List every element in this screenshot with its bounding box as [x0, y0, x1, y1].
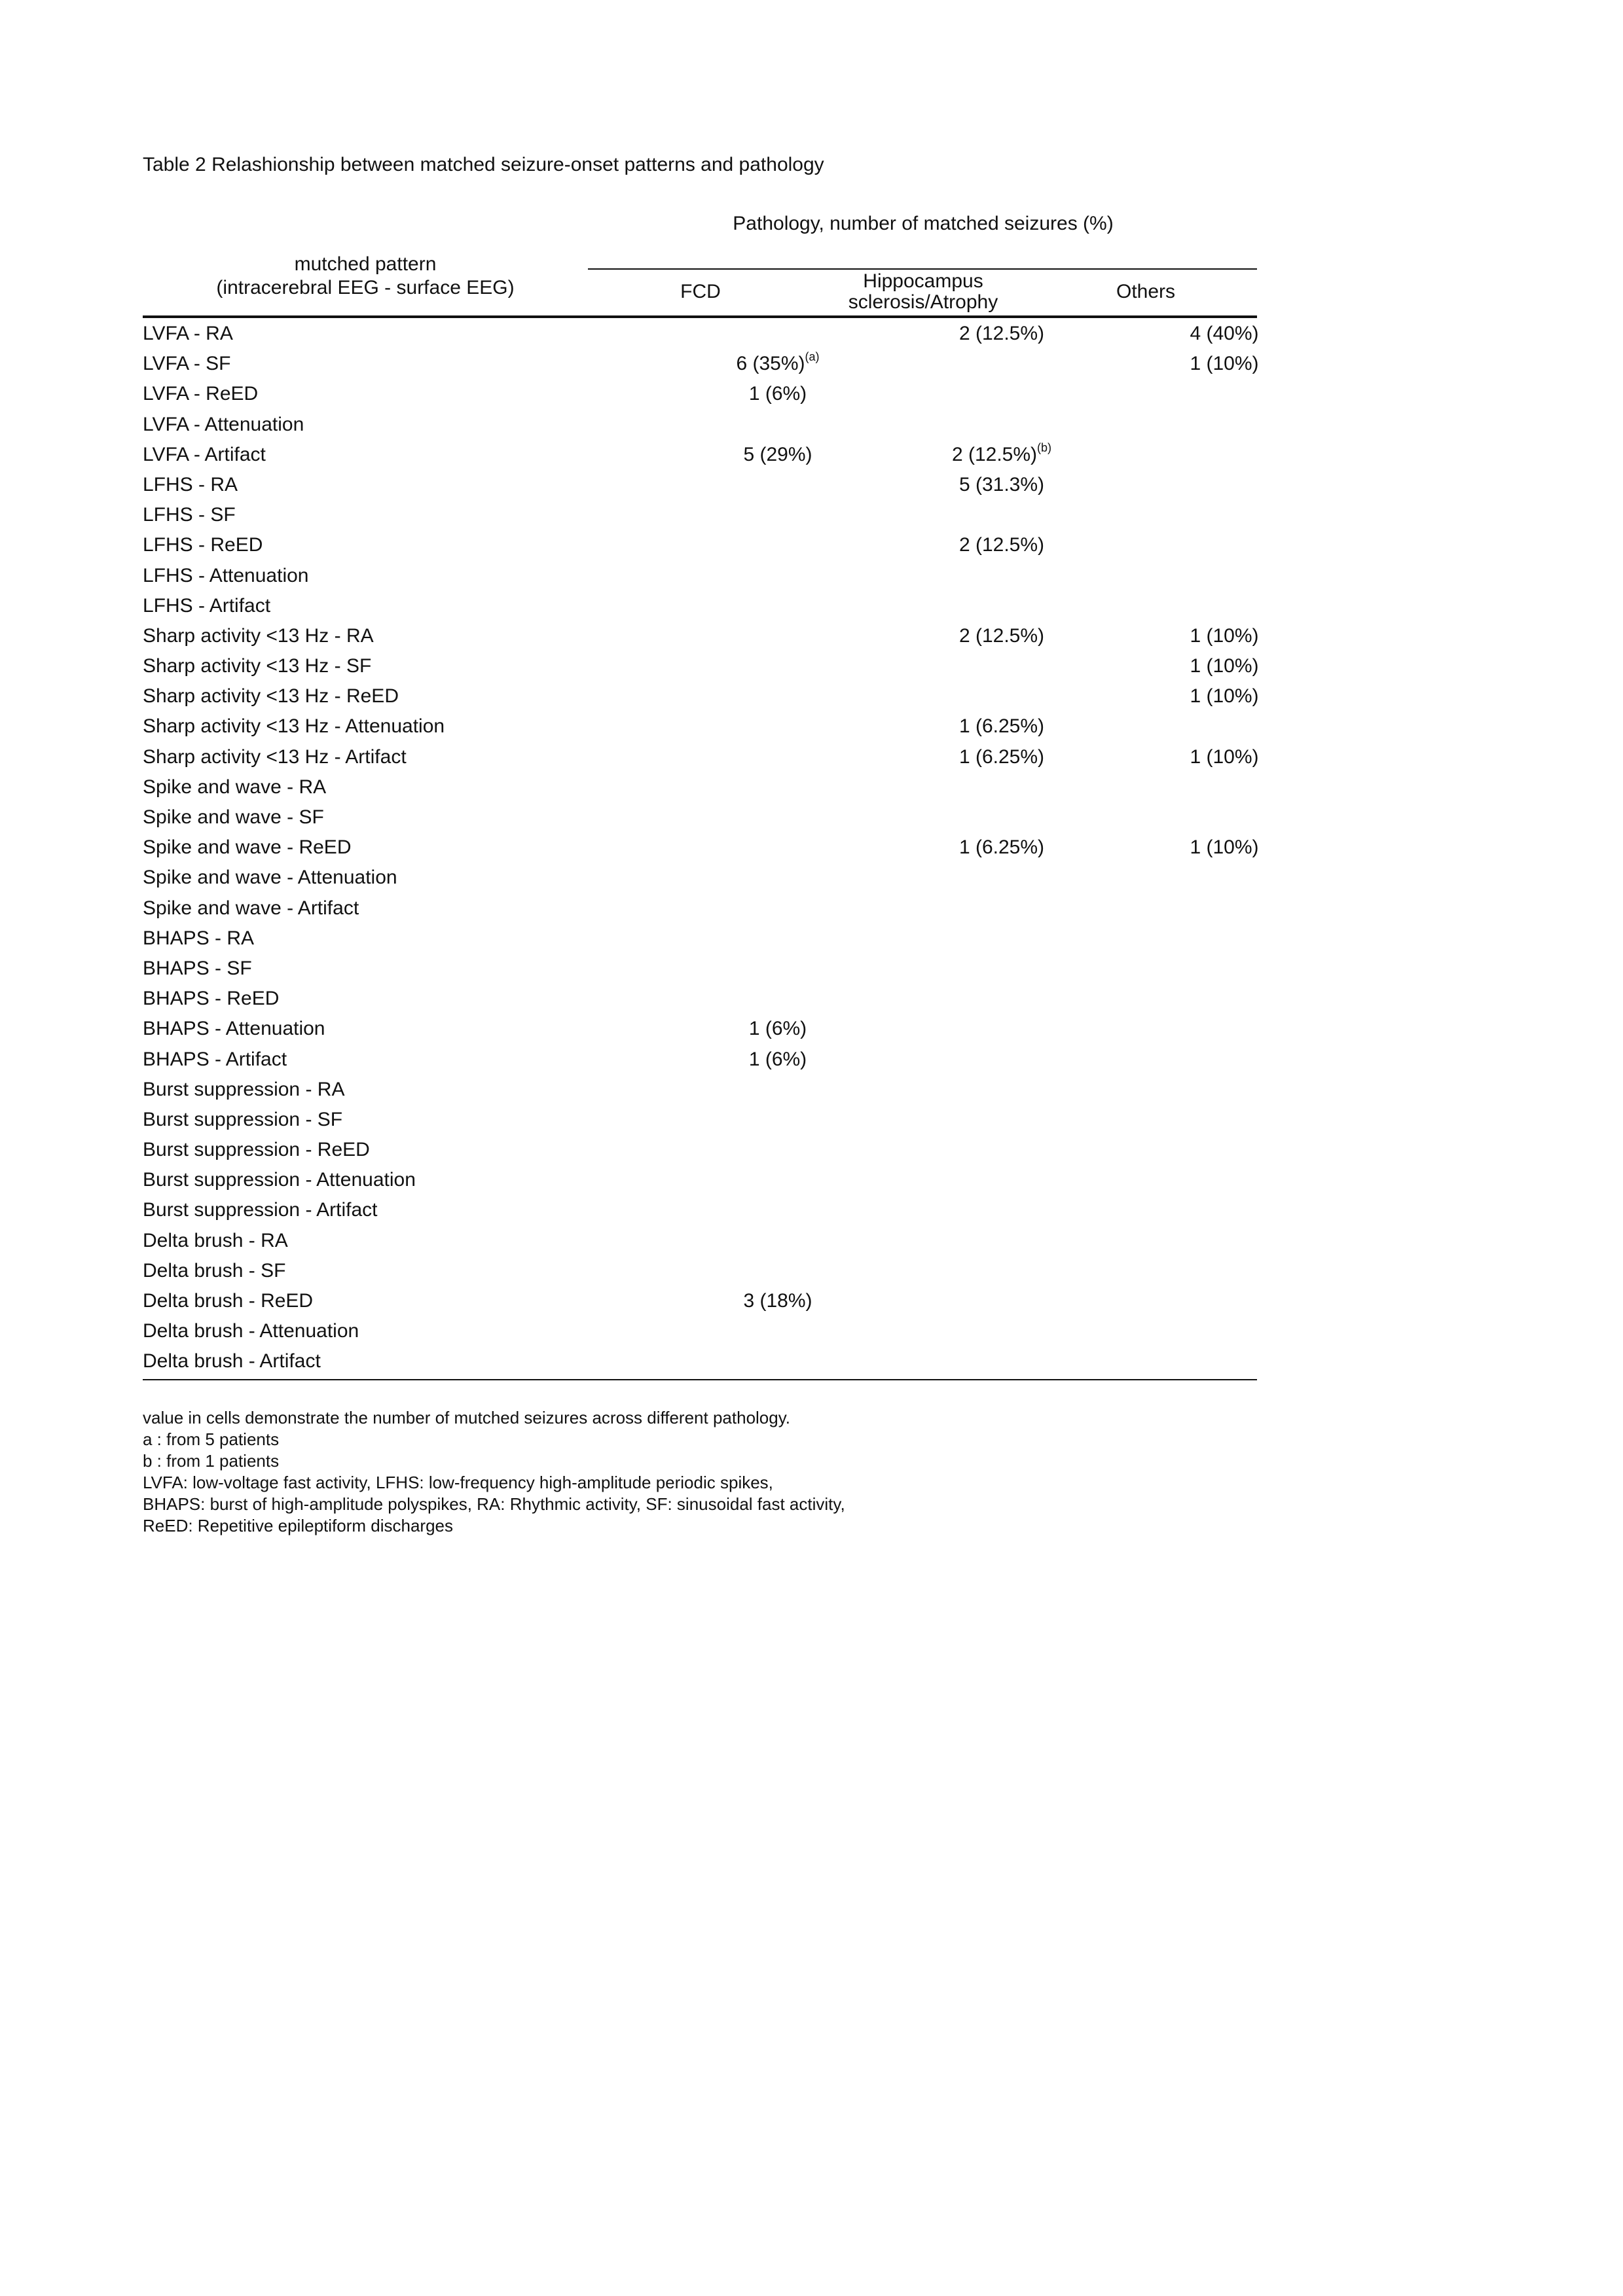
fcd-cell-value: 1 (6%) [748, 1048, 807, 1070]
fcd-cell-value: 5 (29%) [743, 443, 812, 465]
hippocampus-cell-footnote-marker: (b) [1037, 440, 1052, 454]
table-row [143, 623, 1257, 653]
pattern-header-line2: (intracerebral EEG - surface EEG) [216, 277, 515, 298]
hippocampus-cell [923, 834, 1080, 861]
row-label: BHAPS - RA [143, 927, 255, 949]
others-cell-value: 1 (10%) [1190, 685, 1259, 708]
others-cell [1146, 744, 1303, 770]
hippocampus-cell-value: 2 (12.5%) [958, 534, 1045, 556]
table-row [143, 865, 1257, 895]
row-label: Delta brush - Artifact [143, 1350, 321, 1372]
hippocampus-cell [923, 623, 1080, 649]
table-row [143, 683, 1257, 713]
table-caption: Table 2 Relashionship between matched seizure-onset patterns and pathology [143, 154, 824, 175]
table-row [143, 1258, 1257, 1288]
row-label: Delta brush - RA [143, 1229, 288, 1251]
others-cell [1146, 623, 1303, 649]
note-line: ReED: Repetitive epileptiform discharges [143, 1516, 453, 1535]
hippocampus-cell-value: 2 (12.5%) [951, 443, 1038, 465]
row-label: Burst suppression - RA [143, 1078, 345, 1100]
table-row [143, 1016, 1257, 1046]
fcd-cell [699, 1288, 856, 1314]
group-header-rule [588, 268, 1257, 270]
header-rule [143, 315, 1257, 318]
row-label: Sharp activity <13 Hz - RA [143, 624, 374, 647]
others-cell [1146, 351, 1303, 377]
table-row [143, 351, 1257, 381]
table-row [143, 412, 1257, 442]
table-row [143, 1077, 1257, 1107]
table-row [143, 1348, 1257, 1378]
fcd-cell [699, 351, 856, 377]
row-label: BHAPS - Attenuation [143, 1018, 325, 1040]
row-label: LVFA - RA [143, 323, 233, 344]
others-cell [1146, 683, 1303, 709]
table-row [143, 986, 1257, 1016]
table-row [143, 834, 1257, 865]
others-cell-value: 1 (10%) [1190, 745, 1259, 768]
bottom-rule [143, 1379, 1257, 1380]
row-label: LFHS - Artifact [143, 594, 271, 617]
fcd-cell-value: 1 (6%) [748, 1018, 807, 1040]
table-row [143, 1137, 1257, 1167]
hippocampus-cell [923, 713, 1080, 740]
table-row [143, 774, 1257, 804]
row-label: Delta brush - SF [143, 1259, 286, 1282]
row-label: LVFA - ReED [143, 383, 259, 405]
others-cell [1146, 653, 1303, 679]
table-row [143, 713, 1257, 744]
hippocampus-cell-value: 5 (31.3%) [958, 473, 1045, 495]
row-label: BHAPS - Artifact [143, 1048, 287, 1070]
row-label: Sharp activity <13 Hz - Attenuation [143, 715, 445, 738]
table-row [143, 593, 1257, 623]
row-label: Burst suppression - Attenuation [143, 1169, 416, 1191]
hippocampus-column-header [805, 271, 1041, 313]
hippocampus-header-line2: sclerosis/Atrophy [848, 291, 998, 313]
row-label: Burst suppression - Artifact [143, 1199, 378, 1221]
fcd-cell [699, 1016, 856, 1042]
others-cell [1146, 834, 1303, 861]
table-row [143, 1197, 1257, 1227]
table-row [143, 321, 1257, 351]
table-row [143, 653, 1257, 683]
others-cell-value: 1 (10%) [1190, 655, 1259, 677]
note-line: b : from 1 patients [143, 1451, 280, 1471]
row-label: Burst suppression - ReED [143, 1139, 370, 1161]
row-label: BHAPS - ReED [143, 988, 280, 1010]
table-body [143, 321, 1257, 1379]
row-label: Sharp activity <13 Hz - SF [143, 655, 372, 677]
fcd-cell [699, 442, 856, 468]
row-label: Spike and wave - SF [143, 806, 324, 828]
note-line: BHAPS: burst of high-amplitude polyspikes, RA: Rhythmic activity, SF: sinusoidal fast activity, [143, 1494, 845, 1514]
fcd-cell [699, 1047, 856, 1073]
hippocampus-cell [923, 442, 1080, 468]
row-label: LFHS - ReED [143, 534, 263, 556]
row-label: BHAPS - SF [143, 957, 252, 979]
hippocampus-header-line1: Hippocampus [863, 270, 983, 292]
row-label: Delta brush - Attenuation [143, 1320, 359, 1342]
table-row [143, 956, 1257, 986]
others-column-header: Others [1116, 281, 1176, 302]
hippocampus-cell-value: 2 (12.5%) [958, 624, 1045, 647]
row-label: LFHS - RA [143, 473, 238, 495]
hippocampus-cell [923, 321, 1080, 347]
row-label: LFHS - SF [143, 504, 236, 526]
row-label: Spike and wave - ReED [143, 836, 352, 859]
table-row [143, 502, 1257, 532]
table-row [143, 804, 1257, 834]
row-label: Delta brush - ReED [143, 1290, 314, 1312]
fcd-cell-value: 3 (18%) [743, 1290, 812, 1312]
hippocampus-cell [923, 744, 1080, 770]
table-row [143, 1107, 1257, 1137]
row-label: LFHS - Attenuation [143, 564, 309, 586]
table-notes [143, 1407, 845, 1537]
others-cell [1146, 321, 1303, 347]
row-label: Spike and wave - Artifact [143, 897, 359, 919]
note-line: value in cells demonstrate the number of mutched seizures across different pathology. [143, 1408, 791, 1427]
hippocampus-cell-value: 1 (6.25%) [958, 715, 1045, 738]
row-label: Burst suppression - SF [143, 1108, 343, 1130]
table-row [143, 925, 1257, 956]
row-label: Spike and wave - Attenuation [143, 867, 397, 889]
table-row [143, 744, 1257, 774]
table-row [143, 1318, 1257, 1348]
table-row [143, 1167, 1257, 1197]
note-line: LVFA: low-voltage fast activity, LFHS: low-frequency high-amplitude periodic spikes, [143, 1473, 773, 1492]
table-row [143, 472, 1257, 502]
hippocampus-cell-value: 2 (12.5%) [958, 323, 1045, 344]
table-row [143, 1288, 1257, 1318]
hippocampus-cell [923, 472, 1080, 498]
pattern-header-line1: mutched pattern [294, 253, 437, 275]
table-row [143, 381, 1257, 411]
fcd-column-header: FCD [680, 281, 721, 302]
table-row [143, 532, 1257, 562]
others-cell-value: 1 (10%) [1190, 836, 1259, 859]
row-label: LVFA - Artifact [143, 443, 266, 465]
others-cell-value: 1 (10%) [1190, 353, 1259, 375]
pattern-column-header [143, 253, 588, 300]
others-cell-value: 4 (40%) [1190, 323, 1259, 344]
row-label: LVFA - SF [143, 353, 231, 375]
others-cell-value: 1 (10%) [1190, 624, 1259, 647]
row-label: Sharp activity <13 Hz - Artifact [143, 745, 407, 768]
table-row [143, 895, 1257, 925]
pathology-group-header: Pathology, number of matched seizures (%) [733, 213, 1114, 234]
fcd-cell-value: 1 (6%) [748, 383, 807, 405]
row-label: Sharp activity <13 Hz - ReED [143, 685, 399, 708]
table-row [143, 1047, 1257, 1077]
row-label: LVFA - Attenuation [143, 413, 304, 435]
table-row [143, 1228, 1257, 1258]
note-line: a : from 5 patients [143, 1429, 280, 1449]
fcd-cell-value: 6 (35%) [736, 353, 805, 375]
table-row [143, 442, 1257, 472]
fcd-cell-footnote-marker: (a) [805, 350, 820, 364]
fcd-cell [699, 381, 856, 407]
hippocampus-cell [923, 532, 1080, 558]
table-row [143, 563, 1257, 593]
hippocampus-cell-value: 1 (6.25%) [958, 745, 1045, 768]
row-label: Spike and wave - RA [143, 776, 327, 798]
hippocampus-cell-value: 1 (6.25%) [958, 836, 1045, 859]
